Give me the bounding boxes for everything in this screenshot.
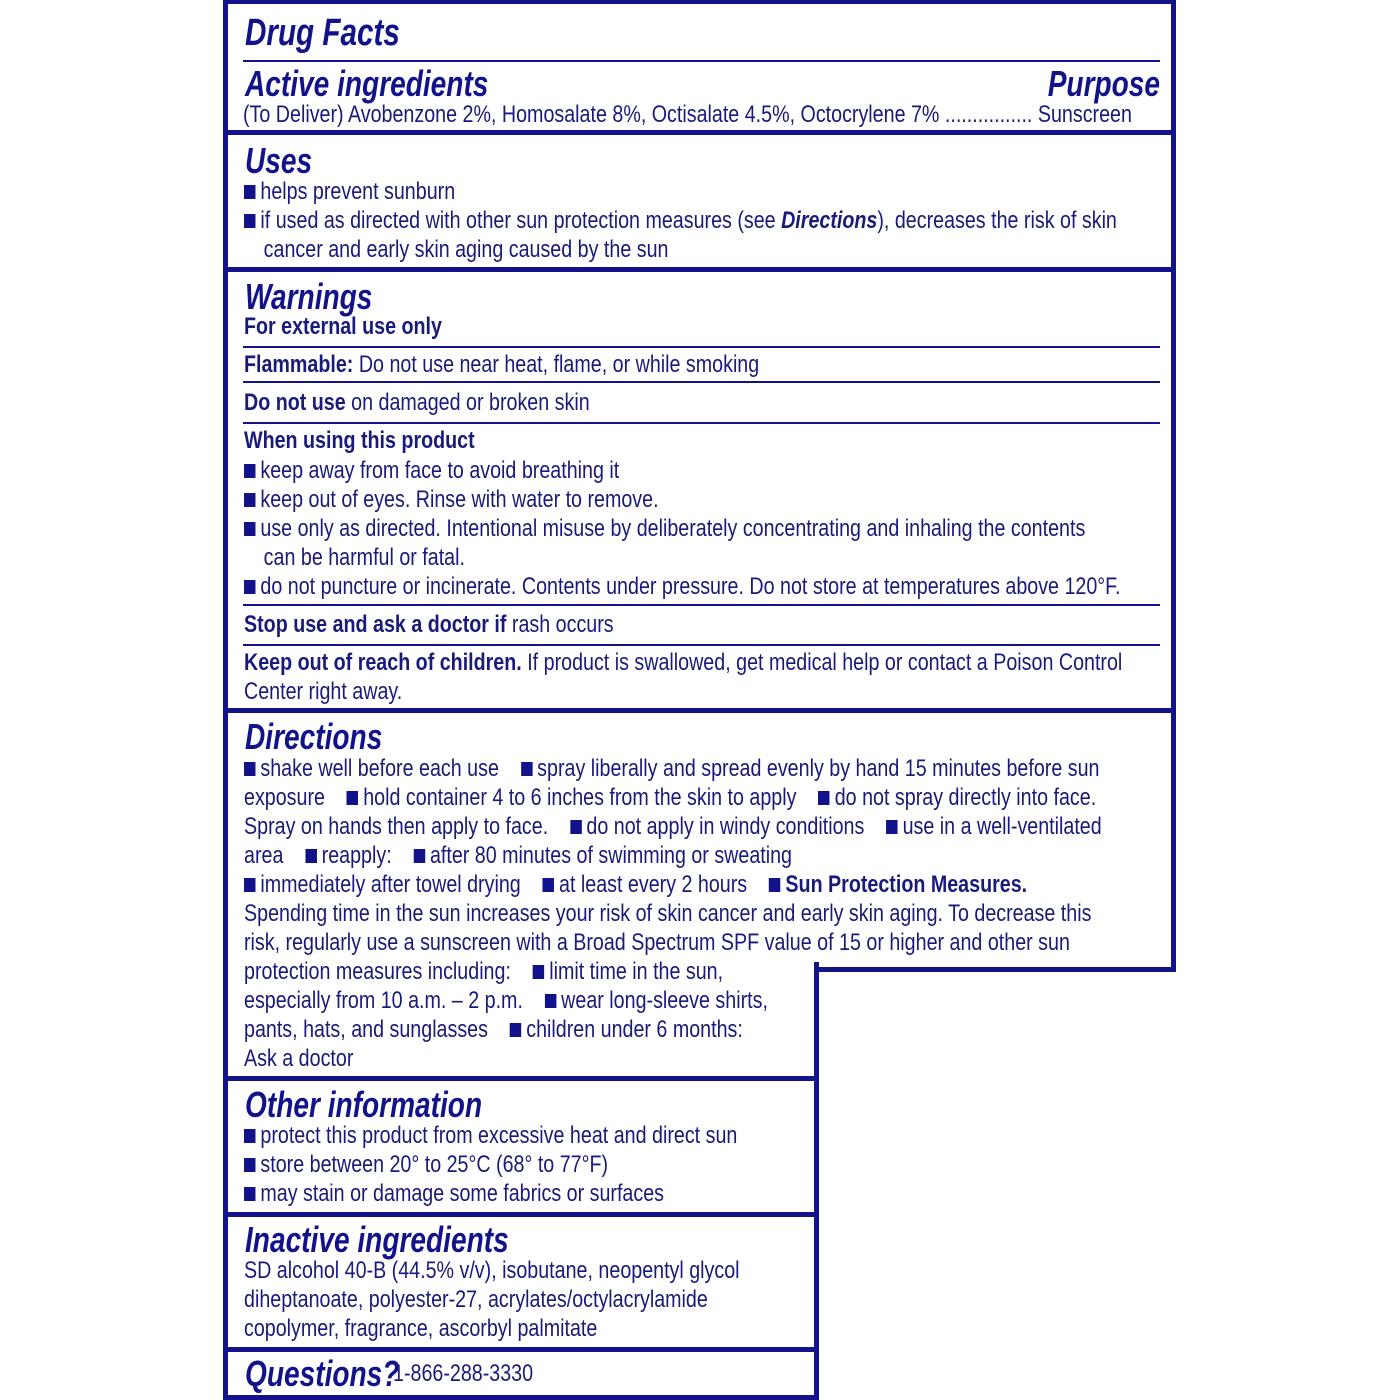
when-using-list [244,456,1120,601]
inactive-ingredients-heading: Inactive ingredients [245,1219,509,1260]
uses-item-text: if used as directed with other sun protection measures (see [260,207,782,234]
inactive-ingredients-line: SD alcohol 40-B (44.5% v/v), isobutane, neopentyl glycol [244,1257,740,1284]
bullet-square-icon [244,1187,255,1201]
rule-temperature [243,604,1160,606]
active-ingredients-heading: Active ingredients [245,63,489,104]
rule-donotuse [243,422,1160,424]
flammable-warning [244,350,759,379]
bullet-square-icon [545,994,556,1008]
keep-out-text-continuation: Center right away. [244,678,403,705]
uses-item-text: helps prevent sunburn [260,178,456,205]
when-using-item: do not puncture or incinerate. Contents under pressure. Do not store at temperatures above 120°F. [260,573,1121,600]
list-item [244,1179,737,1208]
bullet-square-icon [570,820,581,834]
directions-heading: Directions [245,716,383,757]
divider-inactive-questions [223,1347,819,1352]
direction-item: use in a well-ventilated [902,813,1102,840]
direction-item: Ask a doctor [244,1045,354,1072]
rule-title [243,60,1160,62]
bullet-square-icon [818,791,829,805]
direction-item: shake well before each use [260,755,499,782]
bullet-square-icon [543,878,554,892]
questions-phone[interactable]: 1-866-288-3330 [393,1360,534,1387]
flammable-label: Flammable: [244,351,354,378]
divider-warnings-directions [223,708,1176,713]
direction-item: at least every 2 hours [558,871,748,898]
sun-protection-text: Spending time in the sun increases your risk of skin cancer and early skin aging. To decrease this [244,900,1092,927]
active-ingredients-line [243,100,1132,129]
bullet-square-icon [769,878,780,892]
list-item [244,514,1120,543]
direction-item: immediately after towel drying [260,871,521,898]
bullet-square-icon [305,849,316,863]
sun-protection-text: protection measures including: [244,958,511,985]
direction-item: children under 6 months: [526,1016,743,1043]
bullet-square-icon [244,214,255,228]
other-information-heading: Other information [245,1084,483,1125]
uses-item-text: ), decreases the risk of skin [877,207,1117,234]
direction-item: do not apply in windy conditions [586,813,865,840]
direction-item: after 80 minutes of swimming or sweating [429,842,793,869]
bullet-square-icon [244,464,255,478]
divider-other-inactive [223,1212,819,1217]
other-info-item: store between 20° to 25°C (68° to 77°F) [260,1151,609,1178]
when-using-item-continuation: can be harmful or fatal. [263,544,465,571]
direction-item: reapply: [321,842,392,869]
purpose-heading: Purpose [1047,63,1160,104]
bullet-square-icon [244,1129,255,1143]
rule-flammable [243,381,1160,383]
other-information-list [244,1121,737,1208]
list-item [244,177,1117,206]
bullet-square-icon [244,522,255,536]
rule-external [243,346,1160,348]
direction-item: especially from 10 a.m. – 2 p.m. [244,987,523,1014]
divider-uses-warnings [223,267,1176,272]
page-title: Drug Facts [245,12,400,54]
list-item [244,206,1117,235]
other-info-item: may stain or damage some fabrics or surfaces [260,1180,665,1207]
list-item [244,456,1120,485]
flammable-text: Do not use near heat, flame, or while smoking [353,351,760,378]
direction-item: spray liberally and spread evenly by hand 15 minutes before sun [537,755,1100,782]
bullet-square-icon [244,580,255,594]
keep-out-label: Keep out of reach of children. [244,649,522,676]
list-item [244,485,1120,514]
direction-item: limit time in the sun, [549,958,724,985]
stop-use-text: rash occurs [506,611,614,638]
when-using-item: keep out of eyes. Rinse with water to remove. [260,486,659,513]
bullet-square-icon [521,762,532,776]
questions-heading: Questions? [245,1353,400,1394]
bullet-square-icon [244,1158,255,1172]
uses-heading: Uses [245,140,313,181]
do-not-use-text: on damaged or broken skin [345,389,590,416]
stop-use-warning [244,610,614,639]
when-using-item: keep away from face to avoid breathing it [260,457,620,484]
direction-item: pants, hats, and sunglasses [244,1016,488,1043]
inactive-ingredients-line: copolymer, fragrance, ascorbyl palmitate [244,1315,598,1342]
stop-use-label: Stop use and ask a doctor if [244,611,507,638]
other-info-item: protect this product from excessive heat and direct sun [260,1122,738,1149]
uses-list [244,177,1117,264]
rule-stopuse [243,644,1160,646]
list-item [244,1121,737,1150]
list-item [244,1150,737,1179]
active-ingredients-text: (To Deliver) Avobenzone 2%, Homosalate 8%, Octisalate 4.5%, Octocrylene 7% ................ [243,101,1033,128]
directions-body [244,754,1102,1073]
bullet-square-icon [414,849,425,863]
list-item [244,572,1120,601]
purpose-value: Sunscreen [1037,101,1132,128]
inactive-ingredients-list [244,1256,740,1343]
direction-item: wear long-sleeve shirts, [561,987,768,1014]
bullet-square-icon [244,185,255,199]
bullet-square-icon [244,493,255,507]
when-using-heading: When using this product [244,427,475,454]
bullet-square-icon [244,762,255,776]
do-not-use-label: Do not use [244,389,346,416]
uses-item-continuation: cancer and early skin aging caused by the sun [263,236,669,263]
external-use-text: For external use only [244,313,442,340]
direction-item: area [244,842,284,869]
bullet-square-icon [533,965,544,979]
sun-protection-text: risk, regularly use a sunscreen with a Broad Spectrum SPF value of 15 or higher and other sun [244,929,1070,956]
keep-out-text: If product is swallowed, get medical help or contact a Poison Control [521,649,1123,676]
divider-active-uses [223,130,1176,135]
directions-reference: Directions [781,207,878,234]
when-using-item: use only as directed. Intentional misuse by deliberately concentrating and inhaling the contents [260,515,1086,542]
divider-directions-other [223,1076,819,1081]
direction-item: hold container 4 to 6 inches from the skin to apply [363,784,797,811]
inactive-ingredients-line: diheptanoate, polyester-27, acrylates/octylacrylamide [244,1286,708,1313]
sun-protection-heading: Sun Protection Measures. [785,871,1028,898]
bullet-square-icon [886,820,897,834]
keep-out-of-reach-warning [244,648,1122,706]
direction-item: do not spray directly into face. [834,784,1097,811]
direction-item: Spray on hands then apply to face. [244,813,549,840]
warnings-heading: Warnings [245,276,373,317]
bullet-square-icon [347,791,358,805]
direction-item: exposure [244,784,325,811]
bullet-square-icon [510,1023,521,1037]
bullet-square-icon [244,878,255,892]
do-not-use-warning [244,388,590,417]
